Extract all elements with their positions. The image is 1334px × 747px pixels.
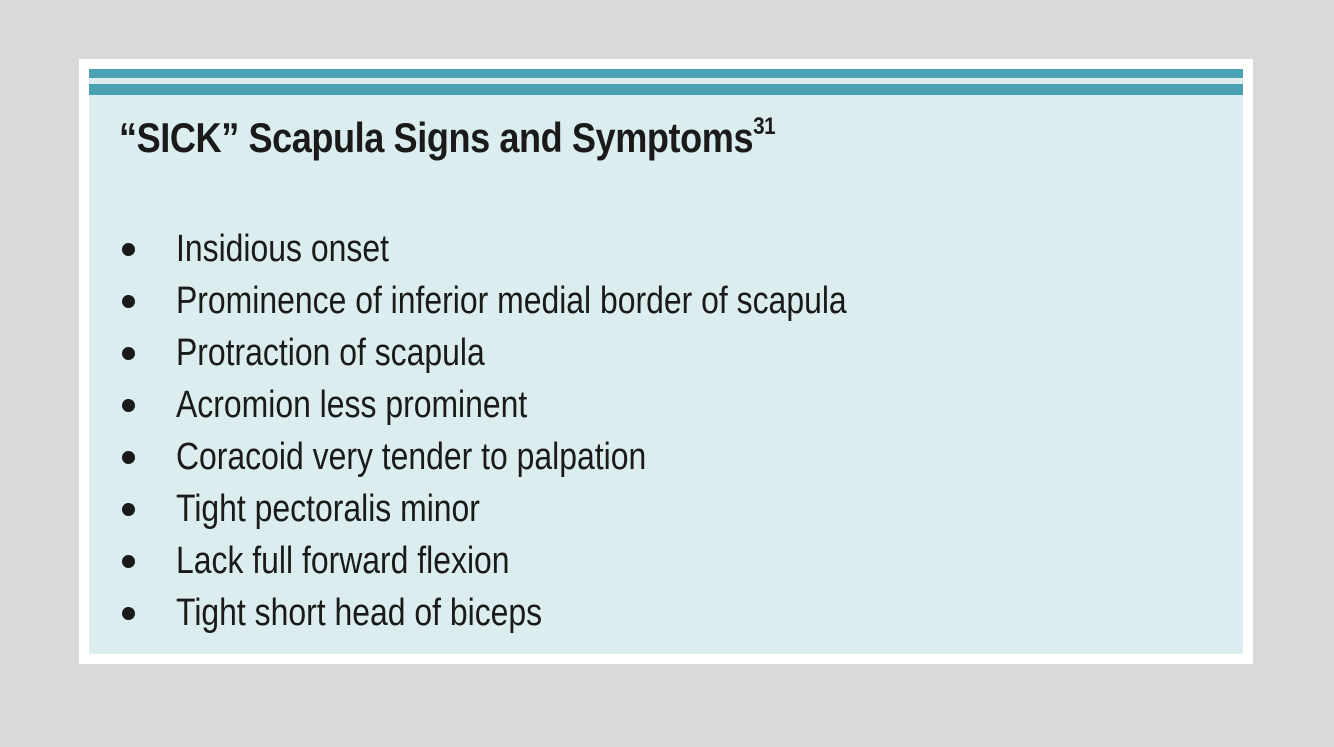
bullet-icon bbox=[122, 295, 135, 308]
sidebar-box bbox=[89, 69, 1243, 654]
list-item-text: Coracoid very tender to palpation bbox=[176, 436, 647, 478]
bullet-icon bbox=[122, 399, 135, 412]
list-item-text: Acromion less prominent bbox=[176, 384, 528, 426]
top-rule bbox=[89, 69, 1243, 78]
bullet-icon bbox=[122, 503, 135, 516]
list-item-text: Tight pectoralis minor bbox=[176, 488, 480, 530]
second-rule bbox=[89, 84, 1243, 95]
bullet-icon bbox=[122, 607, 135, 620]
list-item-text: Prominence of inferior medial border of scapula bbox=[176, 280, 847, 322]
box-title bbox=[119, 114, 775, 162]
bullet-icon bbox=[122, 555, 135, 568]
sidebar-box-frame bbox=[79, 59, 1253, 664]
bullet-icon bbox=[122, 451, 135, 464]
bullet-icon bbox=[122, 243, 135, 256]
list-item-text: Protraction of scapula bbox=[176, 332, 485, 374]
list-item-text: Insidious onset bbox=[176, 228, 389, 270]
list-item-text: Lack full forward flexion bbox=[176, 540, 510, 582]
list-item-text: Tight short head of biceps bbox=[176, 592, 543, 634]
box-title-text: “SICK” Scapula Signs and Symptoms bbox=[119, 114, 754, 161]
title-reference: 31 bbox=[753, 113, 776, 140]
bullet-icon bbox=[122, 347, 135, 360]
